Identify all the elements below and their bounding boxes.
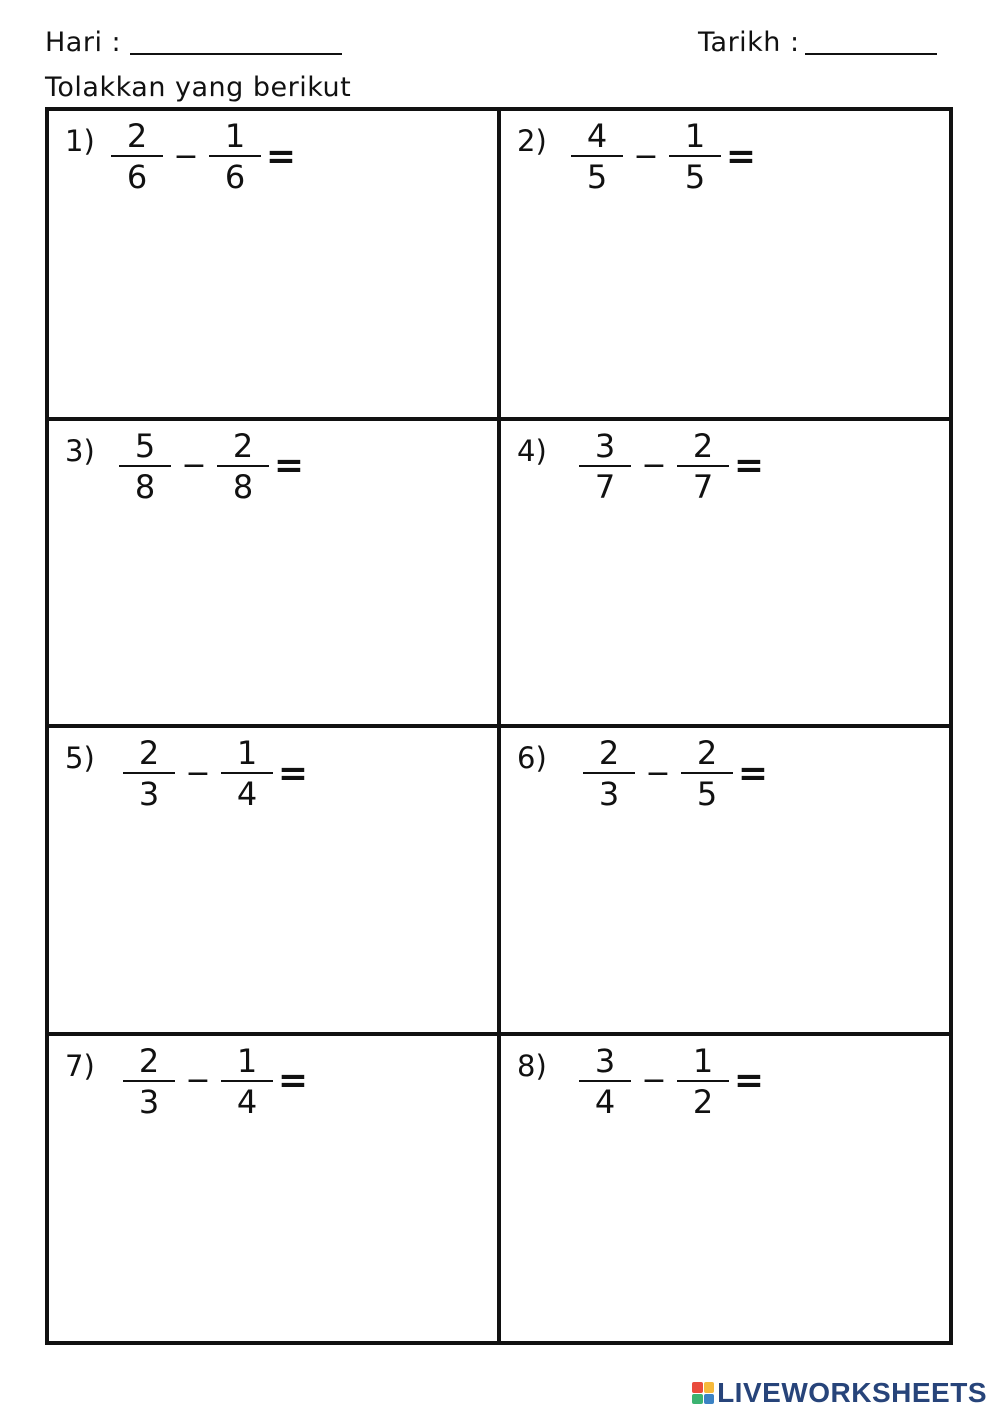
denominator: 8: [134, 467, 156, 506]
denominator: 6: [224, 158, 246, 196]
question-cell-2[interactable]: [499, 111, 949, 419]
denominator: 7: [692, 467, 714, 506]
fraction-expression: [571, 119, 761, 194]
denominator: 3: [138, 1082, 160, 1121]
fraction-bar: [111, 155, 163, 157]
question-cell-5[interactable]: [49, 726, 499, 1034]
minus-sign: −: [185, 755, 211, 791]
numerator: 5: [134, 426, 156, 465]
fraction-bar: [221, 772, 273, 774]
minus-sign: −: [645, 755, 671, 791]
first-fraction: [119, 426, 171, 506]
brand-name: LIVEWORKSHEETS: [717, 1377, 987, 1408]
question-cell-6[interactable]: [499, 726, 949, 1034]
denominator: 4: [594, 1082, 616, 1121]
fraction-expression: [123, 1041, 313, 1121]
numerator: 2: [126, 117, 148, 155]
second-fraction: [217, 426, 269, 506]
numerator: 1: [684, 117, 706, 155]
fraction-bar: [123, 1080, 175, 1082]
logo-tile: [692, 1394, 703, 1405]
first-fraction: [111, 119, 163, 194]
fraction-bar: [217, 465, 269, 467]
denominator: 8: [232, 467, 254, 506]
minus-sign: −: [173, 138, 199, 174]
equals-sign: =: [737, 752, 769, 794]
hari-answer-line[interactable]: [130, 53, 342, 55]
numerator: 1: [224, 117, 246, 155]
denominator: 3: [138, 775, 160, 813]
question-number: 5): [65, 741, 95, 775]
question-number: 3): [65, 433, 95, 468]
denominator: 5: [684, 158, 706, 196]
denominator: 4: [236, 775, 258, 813]
numerator: 2: [696, 734, 718, 772]
denominator: 6: [126, 158, 148, 196]
first-fraction: [123, 1041, 175, 1121]
first-fraction: [583, 736, 635, 811]
question-number: 4): [517, 433, 547, 468]
equals-sign: =: [265, 135, 297, 177]
numerator: 2: [138, 1041, 160, 1080]
fraction-bar: [209, 155, 261, 157]
denominator: 5: [696, 775, 718, 813]
minus-sign: −: [641, 1063, 667, 1098]
question-number: 2): [517, 124, 547, 158]
question-number: 7): [65, 1048, 95, 1083]
logo-tile: [692, 1382, 703, 1393]
logo-tile: [704, 1394, 715, 1405]
fraction-bar: [681, 772, 733, 774]
equals-sign: =: [277, 752, 309, 794]
numerator: 3: [594, 426, 616, 465]
equals-sign: =: [733, 445, 765, 486]
minus-sign: −: [185, 1063, 211, 1098]
fraction-expression: [119, 426, 309, 506]
denominator: 3: [598, 775, 620, 813]
fraction-expression: [111, 119, 301, 194]
fraction-expression: [579, 1041, 769, 1121]
question-grid: [45, 107, 953, 1345]
numerator: 1: [236, 734, 258, 772]
question-cell-1[interactable]: [49, 111, 499, 419]
tarikh-label: Tarikh :: [698, 27, 800, 58]
fraction-bar: [677, 465, 729, 467]
fraction-bar: [677, 1080, 729, 1082]
second-fraction: [221, 736, 273, 811]
question-number: 6): [517, 741, 547, 775]
denominator: 5: [586, 158, 608, 196]
fraction-bar: [221, 1080, 273, 1082]
minus-sign: −: [633, 138, 659, 174]
question-number: 1): [65, 124, 95, 158]
question-cell-3[interactable]: [49, 419, 499, 727]
question-cell-8[interactable]: [499, 1034, 949, 1342]
fraction-bar: [579, 1080, 631, 1082]
fraction-bar: [119, 465, 171, 467]
fraction-expression: [123, 736, 313, 811]
numerator: 1: [692, 1041, 714, 1080]
liveworksheets-logo-icon: [692, 1382, 714, 1404]
first-fraction: [579, 426, 631, 506]
question-cell-7[interactable]: [49, 1034, 499, 1342]
equals-sign: =: [733, 1060, 765, 1101]
fraction-expression: [583, 736, 773, 811]
minus-sign: −: [641, 448, 667, 483]
first-fraction: [579, 1041, 631, 1121]
equals-sign: =: [277, 1060, 309, 1101]
fraction-bar: [579, 465, 631, 467]
second-fraction: [669, 119, 721, 194]
denominator: 2: [692, 1082, 714, 1121]
second-fraction: [221, 1041, 273, 1121]
equals-sign: =: [725, 135, 757, 177]
second-fraction: [209, 119, 261, 194]
numerator: 2: [598, 734, 620, 772]
first-fraction: [123, 736, 175, 811]
numerator: 3: [594, 1041, 616, 1080]
numerator: 2: [232, 426, 254, 465]
fraction-bar: [123, 772, 175, 774]
fraction-bar: [583, 772, 635, 774]
fraction-bar: [669, 155, 721, 157]
denominator: 7: [594, 467, 616, 506]
instruction-text: Tolakkan yang berikut: [45, 72, 352, 103]
question-cell-4[interactable]: [499, 419, 949, 727]
numerator: 4: [586, 117, 608, 155]
first-fraction: [571, 119, 623, 194]
question-number: 8): [517, 1048, 547, 1083]
second-fraction: [677, 426, 729, 506]
fraction-expression: [579, 426, 769, 506]
liveworksheets-brand: [692, 1377, 987, 1409]
denominator: 4: [236, 1082, 258, 1121]
hari-label: Hari :: [45, 27, 122, 58]
tarikh-answer-line[interactable]: [805, 53, 937, 55]
logo-tile: [704, 1382, 715, 1393]
numerator: 2: [692, 426, 714, 465]
second-fraction: [681, 736, 733, 811]
fraction-bar: [571, 155, 623, 157]
numerator: 2: [138, 734, 160, 772]
minus-sign: −: [181, 448, 207, 483]
numerator: 1: [236, 1041, 258, 1080]
second-fraction: [677, 1041, 729, 1121]
equals-sign: =: [273, 445, 305, 486]
